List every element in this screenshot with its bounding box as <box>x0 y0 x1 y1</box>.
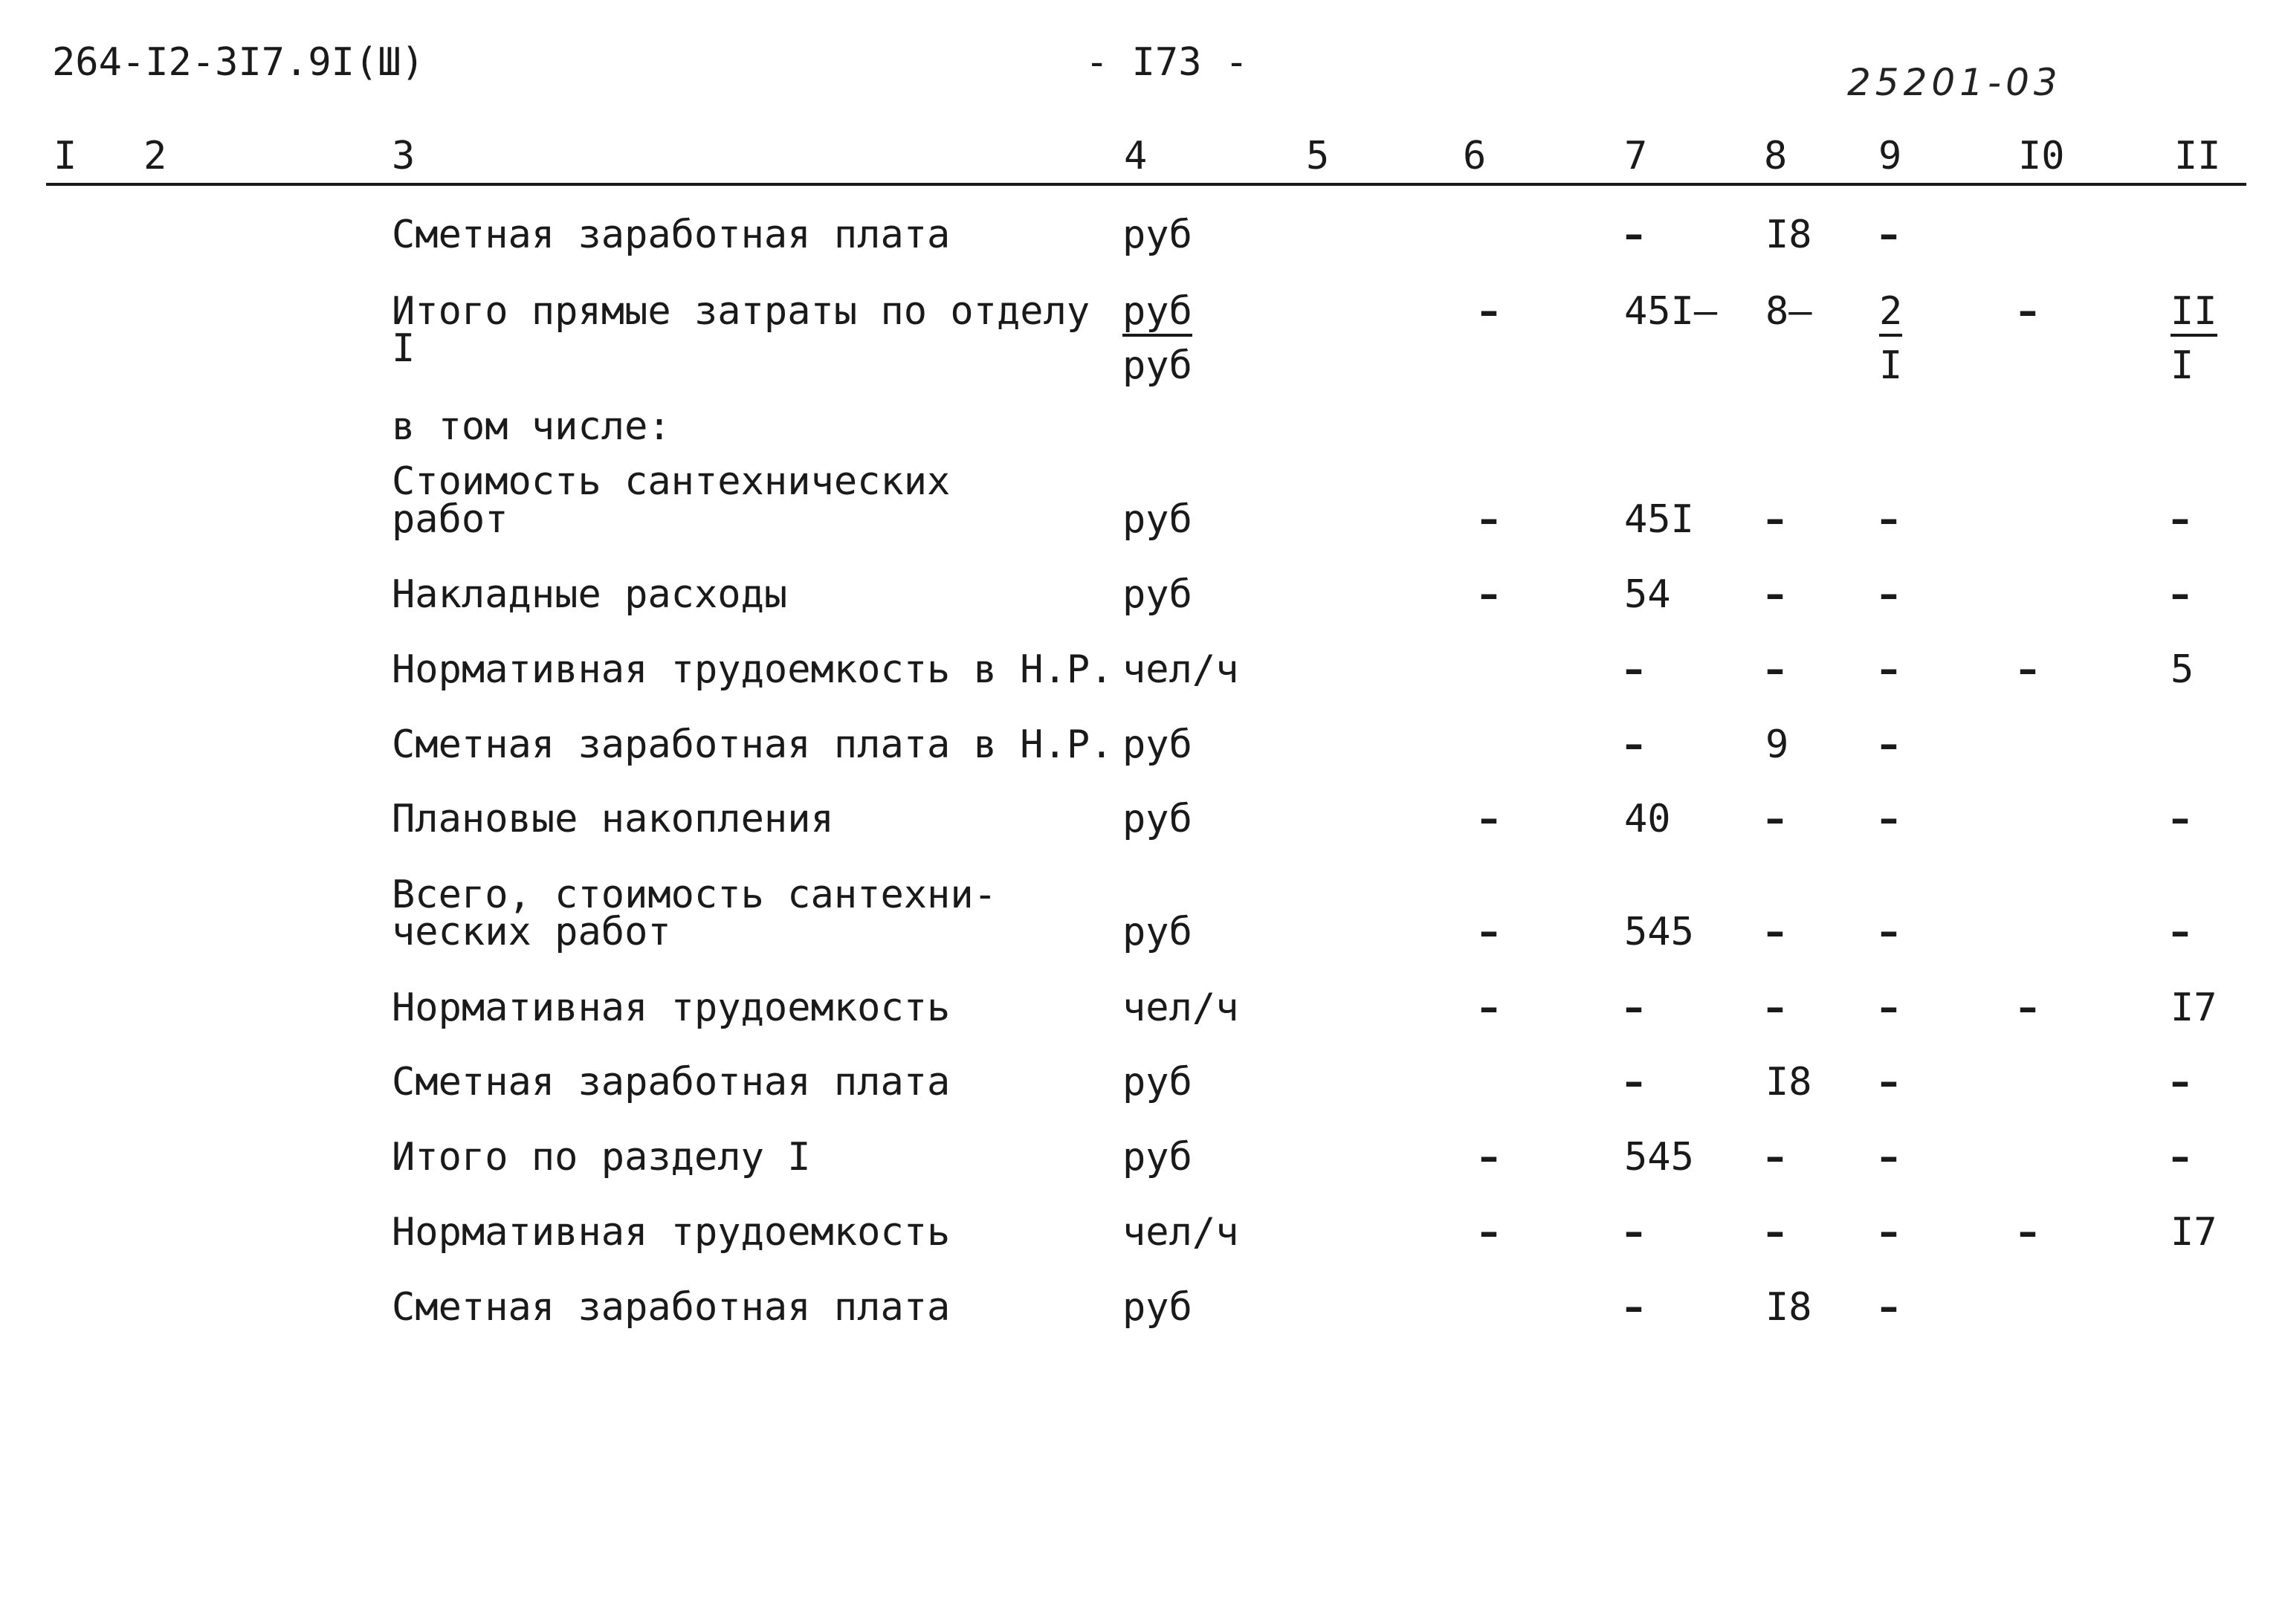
row-unit: руб <box>1122 1285 1192 1330</box>
column-number: 8 <box>1764 134 1788 178</box>
cell-col8: – <box>1765 797 1785 841</box>
header-rule <box>46 183 2246 186</box>
column-number: 3 <box>392 134 416 178</box>
cell-col7: 40 <box>1624 797 1671 841</box>
row-label: Сметная заработная плата <box>392 1285 951 1330</box>
cell-col8: – <box>1765 986 1785 1030</box>
cell-col9: – <box>1879 1210 1898 1255</box>
cell-col7: – <box>1624 647 1643 692</box>
cell-col7: – <box>1624 1210 1643 1255</box>
cell-col6: – <box>1479 910 1499 954</box>
cell-col7: – <box>1624 722 1643 767</box>
cell-col8: I8 <box>1765 1060 1812 1104</box>
row-unit: чел/ч <box>1122 1210 1239 1255</box>
row-label: Итого прямые затраты по отделу <box>392 289 1090 334</box>
row-unit: чел/ч <box>1122 986 1239 1030</box>
cell-col9: – <box>1879 910 1898 954</box>
cell-col6: – <box>1479 797 1499 841</box>
row-unit: руб <box>1122 213 1192 257</box>
row-label-cont: работ <box>392 497 508 542</box>
cell-col11: I7 <box>2171 1210 2217 1255</box>
cell-col9: – <box>1879 797 1898 841</box>
cell-col6: – <box>1479 1210 1499 1255</box>
row-label: в том числе: <box>392 404 671 449</box>
row-label: Плановые накопления <box>392 797 834 841</box>
cell-col10: – <box>2018 986 2037 1030</box>
row-label-cont: I <box>392 326 416 371</box>
cell-col8: – <box>1765 497 1785 542</box>
column-number: 7 <box>1624 134 1648 178</box>
cell-col7: – <box>1624 213 1643 257</box>
row-label: Сметная заработная плата <box>392 1060 951 1104</box>
column-number: 4 <box>1124 134 1148 178</box>
cell-col8: I8 <box>1765 213 1812 257</box>
cell-col8: – <box>1765 647 1785 692</box>
cell-col7: 45I <box>1624 497 1694 542</box>
cell-col8: I8 <box>1765 1285 1812 1330</box>
cell-col11: 5 <box>2171 647 2194 692</box>
cell-col9: – <box>1879 1060 1898 1104</box>
column-number: II <box>2174 134 2221 178</box>
cell-col8: – <box>1765 1210 1785 1255</box>
row-unit: руб <box>1122 1060 1192 1104</box>
row-label: Итого по разделу I <box>392 1135 811 1180</box>
row-label: Стоимость сантехнических <box>392 459 951 504</box>
row-label: Всего, стоимость сантехни- <box>392 873 997 917</box>
row-unit: чел/ч <box>1122 647 1239 692</box>
cell-col11: I7 <box>2171 986 2217 1030</box>
cell-col7: 54 <box>1624 572 1671 617</box>
cell-col11: II <box>2171 292 2217 337</box>
cell-col8: – <box>1765 572 1785 617</box>
cell-col9: – <box>1879 1285 1898 1330</box>
document-code: 264-I2-3I7.9I(Ш) <box>52 40 424 85</box>
column-number: 5 <box>1306 134 1330 178</box>
cell-col9: – <box>1879 647 1898 692</box>
cell-col11-lower: I <box>2171 343 2194 388</box>
cell-col9: – <box>1879 986 1898 1030</box>
cell-col9-lower: I <box>1879 343 1903 388</box>
cell-col9: – <box>1879 722 1898 767</box>
cell-col9: 2 <box>1879 292 1902 337</box>
cell-col6: – <box>1479 1135 1499 1180</box>
cell-col7: – <box>1624 986 1643 1030</box>
cell-col10: – <box>2018 1210 2037 1255</box>
row-label: Сметная заработная плата <box>392 213 951 257</box>
cell-col8: – <box>1765 910 1785 954</box>
row-unit: руб <box>1122 497 1192 542</box>
row-unit: руб <box>1122 910 1192 954</box>
cell-col7: 545 <box>1624 910 1694 954</box>
cell-col10: – <box>2018 647 2037 692</box>
cell-col11: – <box>2171 1135 2190 1180</box>
row-unit: руб <box>1122 797 1192 841</box>
row-label: Сметная заработная плата в Н.Р. <box>392 722 1113 767</box>
column-number: I <box>54 134 77 178</box>
page-number: - I73 - <box>1085 40 1249 85</box>
column-number: 6 <box>1463 134 1487 178</box>
cell-col9: – <box>1879 572 1898 617</box>
row-unit-lower: руб <box>1122 343 1192 388</box>
cell-col11: – <box>2171 497 2190 542</box>
cell-col8: – <box>1765 1135 1785 1180</box>
column-number: 2 <box>143 134 167 178</box>
cell-col7: 45I– <box>1624 289 1718 334</box>
column-number: 9 <box>1878 134 1902 178</box>
cell-col9: – <box>1879 1135 1898 1180</box>
handwritten-reference: 25201-03 <box>1847 61 2062 104</box>
column-number: I0 <box>2018 134 2065 178</box>
cell-col11: – <box>2171 572 2190 617</box>
cell-col11: – <box>2171 910 2190 954</box>
row-label: Накладные расходы <box>392 572 788 617</box>
cell-col9: – <box>1879 213 1898 257</box>
cell-col6: – <box>1479 289 1499 334</box>
row-unit: руб <box>1122 1135 1192 1180</box>
cell-col7: – <box>1624 1285 1643 1330</box>
row-unit: руб <box>1122 572 1192 617</box>
row-label: Нормативная трудоемкость <box>392 986 951 1030</box>
cell-col10: – <box>2018 289 2037 334</box>
cell-col7: 545 <box>1624 1135 1694 1180</box>
cell-col6: – <box>1479 497 1499 542</box>
cell-col7: – <box>1624 1060 1643 1104</box>
row-label: Нормативная трудоемкость <box>392 1210 951 1255</box>
row-label-cont: ческих работ <box>392 910 671 954</box>
cell-col11: – <box>2171 797 2190 841</box>
row-label: Нормативная трудоемкость в Н.Р. <box>392 647 1113 692</box>
cell-col11: – <box>2171 1060 2190 1104</box>
cell-col6: – <box>1479 986 1499 1030</box>
cell-col6: – <box>1479 572 1499 617</box>
row-unit: руб <box>1122 292 1192 337</box>
cell-col8: 9 <box>1765 722 1789 767</box>
cell-col8: 8– <box>1765 289 1812 334</box>
row-unit: руб <box>1122 722 1192 767</box>
cell-col9: – <box>1879 497 1898 542</box>
